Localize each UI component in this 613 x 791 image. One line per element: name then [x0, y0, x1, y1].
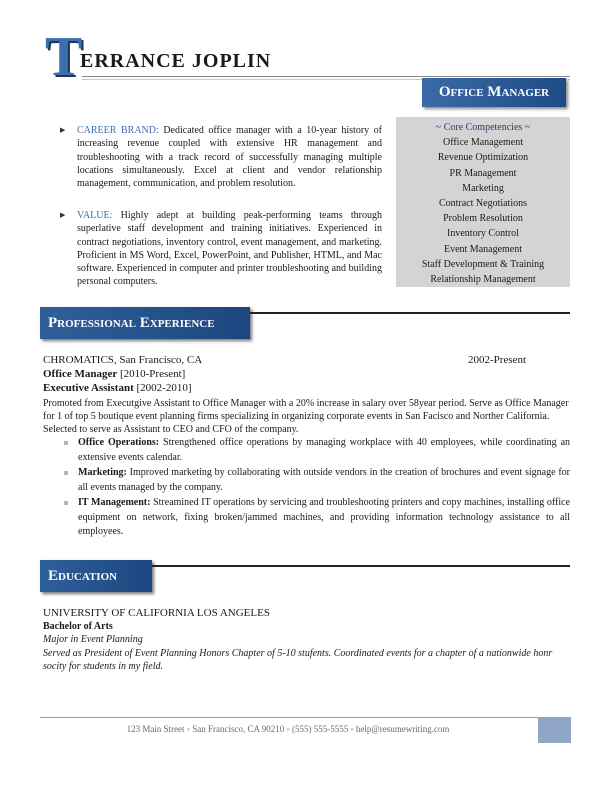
career-brand-paragraph	[62, 124, 382, 190]
arrow-bullet-icon: ▶	[60, 211, 66, 219]
bullet-text: Improved marketing by collaborating with outside vendors in the creation of brochures and event signage for all events managed by the company.	[78, 467, 570, 493]
arrow-bullet-icon: ▶	[60, 126, 66, 134]
footer-accent-block	[538, 717, 571, 743]
competency-item: Contract Negotiations	[438, 198, 528, 210]
value-label: VALUE:	[77, 210, 113, 221]
competency-item: Problem Resolution	[443, 213, 523, 225]
role-title: Executive Assistant	[43, 382, 134, 394]
name-initial: T	[45, 26, 83, 88]
experience-description: Promoted from Executgive Assistant to Office Manager with a 20% increase in salary over 58year period. Serve as Office Manager for 1 of top 5 boutique event planning firms specializing in organizing corporate events in San Facisco and Norther California. Selected to serve as Assistant to CEO and CFO of the company.	[43, 398, 569, 435]
list-item	[62, 496, 570, 540]
experience-section-rule	[250, 312, 570, 314]
core-competencies-heading: ~ Core Competencies ~	[435, 122, 531, 133]
experience-bullets	[62, 436, 570, 541]
bullet-text: Strengthened office operations by managing workplace with 40 employees, while coordinating an extensive events calendar.	[78, 437, 571, 463]
footer-separator: ◦	[284, 724, 292, 734]
footer-address: 123 Main Street	[126, 724, 185, 734]
education-section-rule	[152, 565, 570, 567]
competency-item: Revenue Optimization	[437, 152, 529, 164]
bullet-label: Marketing:	[78, 467, 127, 478]
footer-separator: ◦	[348, 724, 356, 734]
competency-item: Relationship Management	[430, 274, 536, 286]
competency-item: Staff Development & Training	[421, 258, 545, 270]
major: Major in Event Planning	[43, 634, 143, 645]
footer-contact	[40, 724, 536, 734]
list-item	[62, 466, 570, 495]
footer-phone: (555) 555-5555	[291, 724, 349, 734]
role-office-manager	[43, 368, 185, 381]
role-dates: [2002-2010]	[133, 382, 192, 394]
company-dates: 2002-Present	[468, 354, 527, 366]
career-brand-label: CAREER BRAND:	[77, 125, 159, 136]
education-note: Served as President of Event Planning Honors Chapter of 5-10 stufents. Coordinated events for a chapter of a nationwide honr socity for students in my field.	[43, 648, 553, 672]
candidate-name: ERRANCE JOPLIN	[80, 50, 272, 72]
bullet-label: IT Management:	[78, 497, 151, 508]
competency-item: Inventory Control	[447, 228, 519, 240]
company-name: CHROMATICS, San Francisco, CA	[43, 354, 203, 366]
footer-city: San Francisco, CA 90210	[192, 724, 285, 734]
square-bullet-icon	[64, 441, 68, 445]
core-competencies-box	[396, 117, 570, 287]
list-item	[62, 436, 570, 465]
competency-item: Office Management	[442, 137, 524, 149]
value-text: Highly adept at building peak-performing teams through superlative staff development and training initiatives. Experienced in contract negotiations, inventory control, event management, and marketing. Proficient in MS Word, Excel, PowerPoint, and Publisher, HTML, and Mac software. Experienced in computer and printer troubleshooting and building personal computers.	[77, 210, 382, 288]
school-name: UNIVERSITY OF CALIFORNIA LOS ANGELES	[43, 607, 270, 619]
job-title-banner: Office Manager	[422, 78, 566, 107]
value-paragraph	[62, 209, 382, 289]
bullet-text: Streamined IT operations by servicing and troubleshooting printers and copy machines, installing office equipment on network, fixing broken/jammed machines, and providing information technology assistance to all employees.	[78, 497, 571, 537]
square-bullet-icon	[64, 501, 68, 505]
career-brand-text: Dedicated office manager with a 10-year history of increasing revenue coupled with extensive HR management and troubleshooting with a track record of successfully managing multiple locations simultaneously. Excel at client and vendor relationship management, communication, and problem resolution.	[77, 125, 383, 190]
footer-divider	[40, 717, 568, 718]
role-dates: [2010-Present]	[117, 368, 186, 380]
role-title: Office Manager	[43, 368, 118, 380]
footer-email: help@resumewriting.com	[355, 724, 450, 734]
competency-item: Marketing	[462, 182, 504, 194]
bullet-label: Office Operations:	[78, 437, 160, 448]
footer-separator: ◦	[184, 724, 193, 734]
competency-item: PR Management	[449, 167, 517, 179]
education-section-header: Education	[40, 560, 152, 592]
competency-item: Event Management	[443, 243, 523, 255]
experience-section-header: Professional Experience	[40, 307, 250, 339]
header-divider	[82, 76, 570, 77]
square-bullet-icon	[64, 471, 68, 475]
role-executive-assistant	[43, 382, 192, 395]
degree: Bachelor of Arts	[43, 621, 113, 632]
